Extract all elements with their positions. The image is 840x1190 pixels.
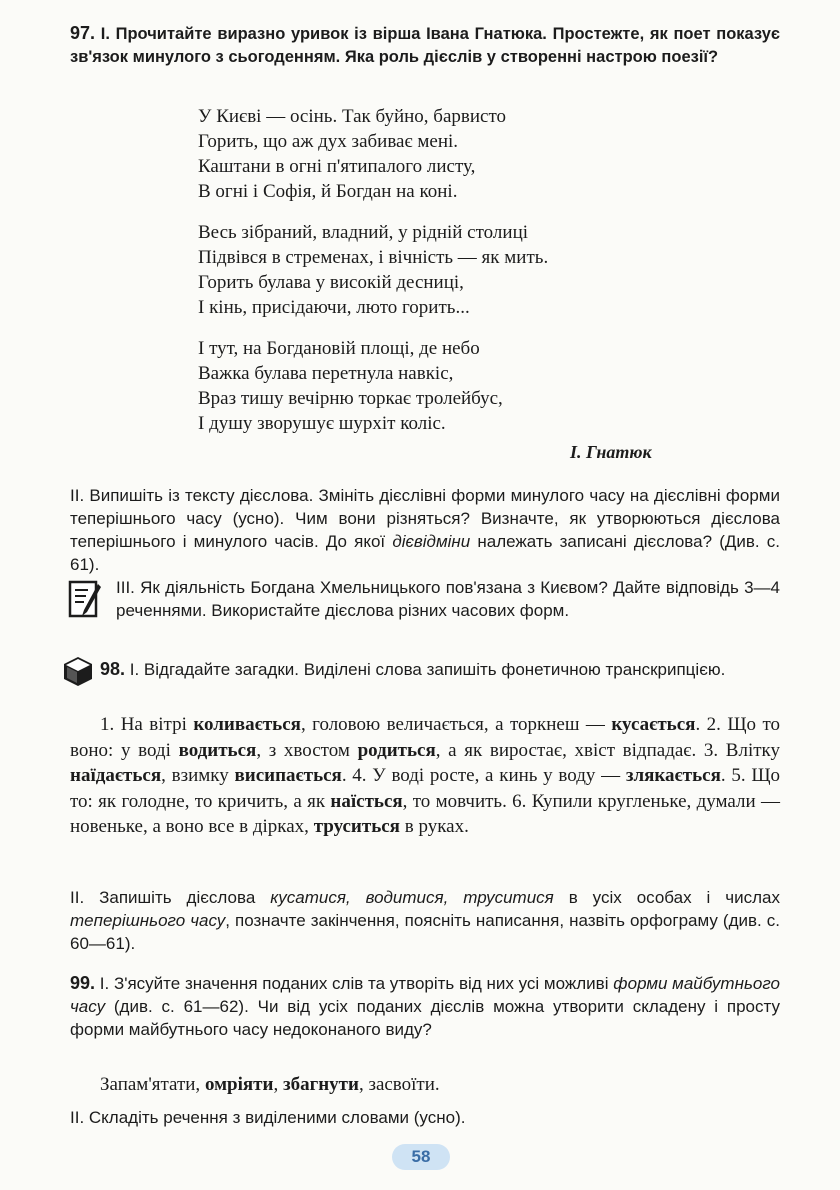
highlighted-word: кусається <box>611 714 696 735</box>
task-text: II. Запишіть дієслова <box>70 888 271 907</box>
highlighted-word: наїдається <box>70 765 162 786</box>
poem-stanza-3 <box>198 336 718 436</box>
task-text: I. Відгадайте загадки. Виділені слова запишіть фонетичною транскрипцією. <box>129 660 726 679</box>
riddle-text: , головою величається, а торкнеш — <box>300 714 612 735</box>
word: Запам'ятати, <box>100 1074 205 1095</box>
task-98-part-2 <box>70 886 780 955</box>
poem-line: І кінь, присідаючи, люто горить... <box>198 297 470 318</box>
poem-line: Каштани в огні п'ятипалого листу, <box>198 156 476 177</box>
highlighted-word: родиться <box>357 739 436 761</box>
riddle-text: . 2. Що то воно: у воді <box>70 714 780 761</box>
riddle-text: , то мовчить. 6. Купили кругленьке, думали — новеньке, а воно все в дірках, <box>70 790 780 837</box>
riddle-text: в руках. <box>399 816 469 837</box>
word: , засвоїти. <box>358 1074 440 1095</box>
task-98-intro <box>100 658 780 681</box>
task-text: I. Прочитайте виразно уривок із вірша Івана Гнатюка. Простежте, як поет показує зв'язок минулого з сьогоденням. Яка роль дієслів у створенні настрою поезії? <box>70 25 780 66</box>
grammar-term: форми майбутнього часу <box>70 974 780 1016</box>
grammar-term: дієвідміни <box>392 532 471 551</box>
highlighted-word: висипається <box>234 765 342 786</box>
highlighted-word: водиться <box>178 739 257 761</box>
task-number: 97. <box>70 23 96 43</box>
poem-line: І тут, на Богдановій площі, де небо <box>198 338 480 359</box>
task-text: II. Складіть речення з виділеними словами (усно). <box>70 1108 466 1127</box>
highlighted-word: наїсться <box>330 790 403 812</box>
task-text: в усіх особах і числах <box>553 888 780 907</box>
poem-line: Підвівся в стременах, і вічність — як мить. <box>198 247 549 268</box>
task-97-part-3 <box>116 576 780 622</box>
poem-line: І душу зворушує шурхіт коліс. <box>198 413 446 434</box>
riddle-text: . 4. У воді росте, а кинь у воду — <box>341 765 626 786</box>
highlighted-word: збагнути <box>282 1074 359 1095</box>
grammar-term: кусатися, водитися, труситися <box>270 888 554 907</box>
grammar-term: теперішнього часу <box>70 911 226 930</box>
riddle-text: , з хвостом <box>256 739 358 761</box>
writing-task-icon <box>68 580 102 625</box>
riddles-text <box>70 712 780 840</box>
task-text: (див. с. 61—62). Чи від усіх поданих дієслів можна утворити складену і просту форми майбутнього часу недоконаного виду? <box>70 997 780 1039</box>
word: , <box>273 1074 283 1095</box>
riddle-text: . 5. Що то: як голодне, то кричить, а як <box>70 765 780 812</box>
poem-line: У Києві — осінь. Так буйно, барвисто <box>198 106 507 127</box>
poem-line: Горить булава у високій десниці, <box>198 272 464 293</box>
riddle-text: , взимку <box>161 765 235 786</box>
riddle-text: 1. На вітрі <box>100 714 194 735</box>
highlighted-word: злякається <box>625 765 721 786</box>
poem-author: І. Гнатюк <box>570 442 652 462</box>
task-text: належать записані дієслова? (Див. с. 61). <box>70 532 780 574</box>
page-number: 58 <box>392 1144 450 1170</box>
poem-line: Важка булава перетнула навкіс, <box>198 363 454 384</box>
poem-stanza-2 <box>198 220 718 320</box>
poem-line: В огні і Софія, й Богдан на коні. <box>198 181 458 202</box>
highlighted-word: труситься <box>313 816 400 837</box>
task-99-intro <box>70 972 780 1041</box>
poem-stanza-1 <box>198 104 718 204</box>
task-number: 98. <box>100 659 126 679</box>
poem-line: Горить, що аж дух забиває мені. <box>198 131 459 152</box>
task-text: I. З'ясуйте значення поданих слів та утворіть від них усі можливі <box>99 974 614 993</box>
poem-line: Весь зібраний, владний, у рідній столиці <box>198 222 529 243</box>
task-text: II. Випишіть із тексту дієслова. Змініть дієслівні форми минулого часу на дієслівні форми теперішнього часу (усно). Чим вони різняться? Визначте, як утворюються дієслова теперішнього і минулого часів. До якої <box>70 486 780 551</box>
task-text: III. Як діяльність Богдана Хмельницького пов'язана з Києвом? Дайте відповідь 3—4 реченнями. Використайте дієслова різних часових форм. <box>116 578 780 620</box>
cube-icon <box>62 655 94 692</box>
task-97-intro <box>70 22 780 69</box>
task-number: 99. <box>70 973 96 993</box>
riddle-text: , а як виростає, хвіст відпадає. 3. Влітку <box>435 739 781 761</box>
highlighted-word: коливається <box>193 714 301 735</box>
task-99-part-2 <box>70 1106 780 1129</box>
task-text: , позначте закінчення, поясніть написання, назвіть орфограму (див. с. 60—61). <box>70 911 781 953</box>
highlighted-word: омріяти <box>204 1074 274 1095</box>
word-list <box>100 1072 440 1097</box>
poem-line: Враз тишу вечірню торкає тролейбус, <box>198 388 503 409</box>
task-97-part-2 <box>70 484 780 576</box>
